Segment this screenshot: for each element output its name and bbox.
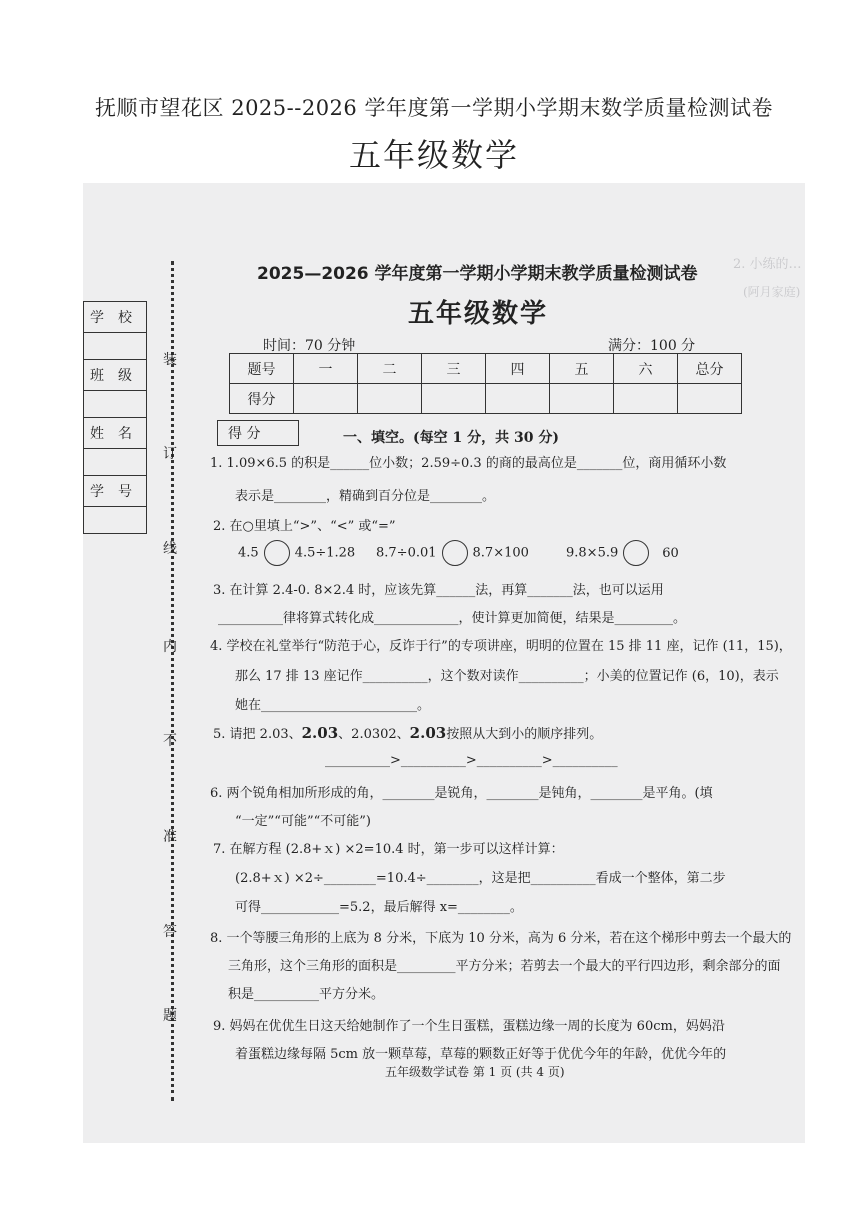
question-5 (213, 723, 602, 742)
compare-left: 8.7÷0.01 (376, 545, 437, 561)
binding-char: 题 (163, 1008, 177, 1024)
question-5-text: 、2.0302、 (338, 727, 410, 742)
bleed-through-text: 2. 小练的… (733, 257, 802, 272)
blank-field[interactable] (84, 449, 147, 476)
compare-row (238, 540, 355, 566)
question-8-cont: 三角形，这个三角形的面积是_________平方分米；若剪去一个最大的平行四边形，剩余部分的面 (228, 959, 781, 974)
exam-paper-photo (83, 183, 805, 1143)
compare-circle[interactable] (264, 540, 290, 566)
question-8-cont: 积是__________平方分米。 (228, 987, 385, 1002)
binding-char: 准 (163, 829, 177, 845)
score-table-header: 二 (358, 354, 422, 384)
binding-char: 装 (163, 352, 177, 368)
question-9-cont: 着蛋糕边缘每隔 5cm 放一颗草莓，草莓的颗数正好等于优优今年的年龄，优优今年的 (235, 1047, 727, 1062)
question-7-cont: (2.8+ｘ) ×2÷________=10.4÷________，这是把__________看成一个整体，第二步 (235, 871, 726, 886)
repeating-decimal: 2.03 (409, 724, 447, 742)
score-table-header: 五 (550, 354, 614, 384)
question-2: 2. 在○里填上“>”、“<” 或“=” (213, 519, 396, 534)
exam-time: 时间：70 分钟 (263, 338, 356, 354)
question-5-text: 按照从大到小的顺序排列。 (446, 727, 603, 742)
question-4-cont: 那么 17 排 13 座记作__________，这个数对读作__________；小美的位置记作 (6，10)，表示 (235, 669, 779, 684)
question-5-answer-line[interactable]: __________>__________>__________>__________ (325, 753, 618, 768)
question-6: 6. 两个锐角相加所形成的角，________是锐角，________是钝角，________是平角。(填 (210, 786, 713, 801)
compare-left: 4.5 (238, 545, 259, 561)
score-table-header: 六 (614, 354, 678, 384)
binding-char: 答 (163, 924, 177, 940)
page-title: 抚顺市望花区 2025--2026 学年度第一学期小学期末数学质量检测试卷 (95, 96, 773, 120)
score-cell[interactable] (678, 384, 742, 414)
compare-right: 60 (662, 545, 679, 561)
score-table-header: 四 (486, 354, 550, 384)
compare-right: 8.7×100 (472, 545, 529, 561)
question-8: 8. 一个等腰三角形的上底为 8 分米，下底为 10 分米，高为 6 分米，若在这个梯形中剪去一个最大的 (210, 931, 792, 946)
repeating-decimal: 2.03 (301, 724, 339, 742)
blank-field[interactable] (84, 333, 147, 360)
question-1: 1. 1.09×6.5 的积是______位小数；2.59÷0.3 的商的最高位是_______位，商用循环小数 (210, 456, 727, 471)
score-table-header: 一 (294, 354, 358, 384)
blank-field[interactable] (84, 391, 147, 418)
score-cell[interactable] (358, 384, 422, 414)
question-6-cont: “一定”“可能”“不可能”) (235, 814, 371, 829)
compare-row (376, 540, 529, 566)
question-3-cont: __________律将算式转化成_____________，使计算更加简便，结果是_________。 (218, 611, 687, 626)
name-field[interactable]: 姓 名 (84, 418, 147, 449)
compare-circle[interactable] (442, 540, 468, 566)
score-row-label: 得分 (230, 384, 294, 414)
score-cell[interactable] (294, 384, 358, 414)
question-3: 3. 在计算 2.4-0. 8×2.4 时，应该先算______法，再算_______法，也可以运用 (213, 583, 664, 598)
question-5-text: 5. 请把 2.03、 (213, 727, 302, 742)
binding-char: 不 (163, 733, 177, 749)
class-field[interactable]: 班 级 (84, 360, 147, 391)
binding-char: 线 (163, 541, 177, 557)
school-field[interactable]: 学 校 (84, 302, 147, 333)
paper-grade-title: 五年级数学 (408, 299, 549, 329)
compare-right: 4.5÷1.28 (294, 545, 356, 561)
page-subtitle: 五年级数学 (348, 136, 519, 174)
question-7-cont: 可得____________=5.2，最后解得 x=________。 (235, 900, 523, 915)
score-table-header: 题号 (230, 354, 294, 384)
page-footer: 五年级数学试卷 第 1 页 (共 4 页) (385, 1065, 565, 1079)
section-heading: 一、填空。(每空 1 分，共 30 分) (343, 430, 559, 446)
binding-char: 内 (163, 639, 177, 655)
bleed-through-text: (阿月家庭) (743, 285, 801, 299)
score-cell[interactable] (486, 384, 550, 414)
question-7: 7. 在解方程 (2.8+ｘ) ×2=10.4 时，第一步可以这样计算： (213, 842, 564, 857)
question-1-cont: 表示是________，精确到百分位是________。 (235, 489, 496, 504)
section-score-box[interactable]: 得 分 (217, 420, 299, 446)
paper-header: 2025—2026 学年度第一学期小学期末教学质量检测试卷 (257, 264, 698, 284)
compare-circle[interactable] (623, 540, 649, 566)
score-table (229, 353, 742, 414)
compare-row (566, 540, 679, 566)
student-info-table (83, 301, 147, 534)
compare-left: 9.8×5.9 (566, 545, 619, 561)
binding-char: 订 (163, 446, 177, 462)
full-score: 满分：100 分 (608, 338, 696, 354)
question-9: 9. 妈妈在优优生日这天给她制作了一个生日蛋糕，蛋糕边缘一周的长度为 60cm，妈妈沿 (213, 1019, 725, 1034)
score-table-header: 总分 (678, 354, 742, 384)
score-table-header: 三 (422, 354, 486, 384)
question-4: 4. 学校在礼堂举行“防范于心，反诈于行”的专项讲座，明明的位置在 15 排 11 座，记作 (11，15)， (210, 639, 792, 654)
score-cell[interactable] (550, 384, 614, 414)
binding-dotted-line (171, 261, 174, 1101)
score-cell[interactable] (422, 384, 486, 414)
student-number-field[interactable]: 学 号 (84, 476, 147, 507)
score-cell[interactable] (614, 384, 678, 414)
blank-field[interactable] (84, 507, 147, 534)
question-4-cont: 她在________________________。 (235, 698, 431, 713)
